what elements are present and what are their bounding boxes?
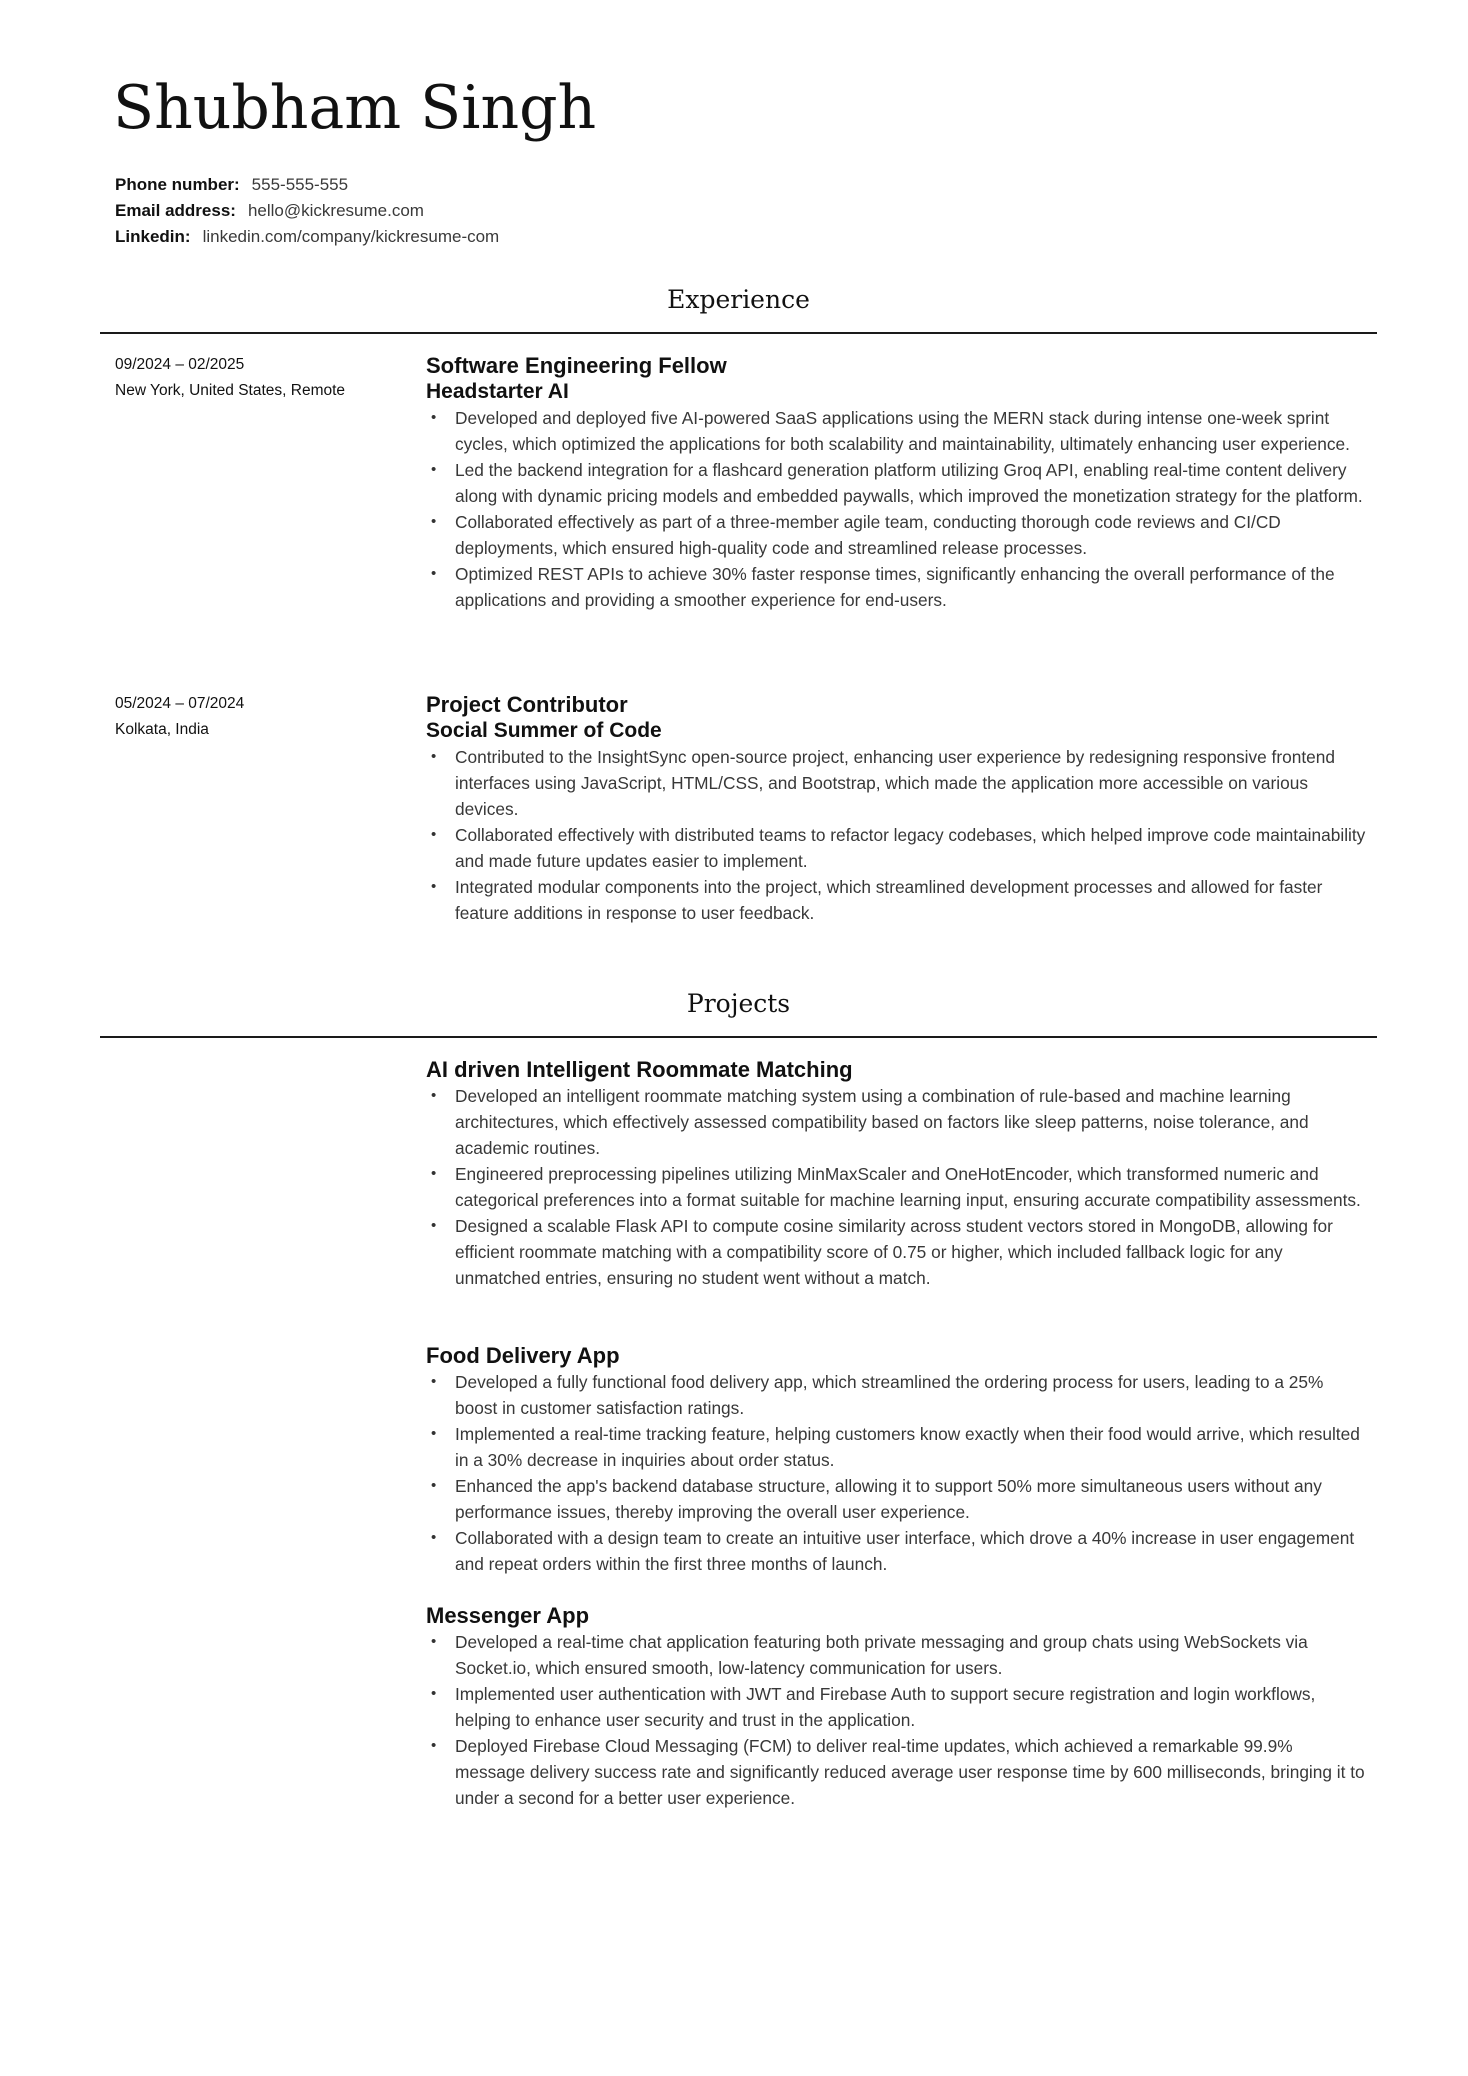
entry-dates: 09/2024 – 02/2025 bbox=[115, 356, 245, 373]
contact-info bbox=[115, 172, 499, 250]
contact-label: Phone number: bbox=[115, 175, 240, 194]
bullet-list bbox=[426, 1629, 1366, 1811]
bullet-item: • Enhanced the app's backend database structure, allowing it to support 50% more simultaneous users without any performance issues, thereby improving the overall user experience. bbox=[426, 1473, 1366, 1525]
contact-linkedin bbox=[115, 224, 499, 250]
bullet-item: • Developed a fully functional food delivery app, which streamlined the ordering process for users, leading to a 25% boost in customer satisfaction ratings. bbox=[426, 1369, 1366, 1421]
candidate-name: Shubham Singh bbox=[113, 73, 597, 143]
bullet-list bbox=[426, 744, 1366, 926]
project-title: Messenger App bbox=[426, 1603, 590, 1628]
linkedin-value: linkedin.com/company/kickresume-com bbox=[202, 227, 500, 246]
company-name: Headstarter AI bbox=[426, 380, 569, 403]
entry-dates: 05/2024 – 07/2024 bbox=[115, 695, 245, 712]
bullet-item: • Designed a scalable Flask API to compute cosine similarity across student vectors stored in MongoDB, allowing for efficient roommate matching with a compatibility score of 0.75 or higher, which included fallback logic for any unmatched entries, ensuring no student went without a match. bbox=[426, 1213, 1366, 1291]
bullet-item: • Developed and deployed five AI-powered SaaS applications using the MERN stack during intense one-week sprint cycles, which optimized the applications for both scalability and maintainability, ultimately enhancing user experience. bbox=[426, 405, 1366, 457]
company-name: Social Summer of Code bbox=[426, 719, 662, 742]
section-divider bbox=[100, 332, 1377, 334]
bullet-item: • Integrated modular components into the project, which streamlined development processes and allowed for faster feature additions in response to user feedback. bbox=[426, 874, 1366, 926]
entry-body bbox=[426, 691, 1366, 926]
bullet-item: • Collaborated with a design team to create an intuitive user interface, which drove a 40% increase in user engagement and repeat orders within the first three months of launch. bbox=[426, 1525, 1366, 1577]
entry-body bbox=[426, 352, 1366, 613]
contact-label: Linkedin: bbox=[115, 227, 191, 246]
entry-body bbox=[426, 1602, 1366, 1811]
bullet-item: • Developed an intelligent roommate matching system using a combination of rule-based and machine learning architectures, which effectively assessed compatibility based on factors like sleep patterns, noise tolerance, and academic routines. bbox=[426, 1083, 1366, 1161]
bullet-item: • Implemented user authentication with JWT and Firebase Auth to support secure registration and login workflows, helping to enhance user security and trust in the application. bbox=[426, 1681, 1366, 1733]
bullet-item: • Collaborated effectively as part of a three-member agile team, conducting thorough code reviews and CI/CD deployments, which ensured high-quality code and streamlined release processes. bbox=[426, 509, 1366, 561]
entry-body bbox=[426, 1056, 1366, 1291]
bullet-item: • Deployed Firebase Cloud Messaging (FCM) to deliver real-time updates, which achieved a remarkable 99.9% message delivery success rate and significantly reduced average user response time by 600 milliseconds, bringing it to under a second for a better user experience. bbox=[426, 1733, 1366, 1811]
section-heading-projects: Projects bbox=[686, 989, 791, 1018]
bullet-item: • Developed a real-time chat application featuring both private messaging and group chats using WebSockets via Socket.io, which ensured smooth, low-latency communication for users. bbox=[426, 1629, 1366, 1681]
contact-email bbox=[115, 198, 499, 224]
job-title: Software Engineering Fellow bbox=[426, 353, 727, 378]
bullet-item: • Optimized REST APIs to achieve 30% faster response times, significantly enhancing the overall performance of the applications and providing a smoother experience for end-users. bbox=[426, 561, 1366, 613]
entry-location: New York, United States, Remote bbox=[115, 382, 346, 399]
bullet-item: • Collaborated effectively with distributed teams to refactor legacy codebases, which helped improve code maintainability and made future updates easier to implement. bbox=[426, 822, 1366, 874]
project-title: Food Delivery App bbox=[426, 1343, 620, 1368]
bullet-list bbox=[426, 1083, 1366, 1291]
phone-value: 555-555-555 bbox=[251, 175, 349, 194]
entry-body bbox=[426, 1342, 1366, 1577]
entry-meta bbox=[115, 691, 244, 743]
entry-location: Kolkata, India bbox=[115, 721, 209, 738]
bullet-list bbox=[426, 1369, 1366, 1577]
contact-phone bbox=[115, 172, 499, 198]
contact-label: Email address: bbox=[115, 201, 236, 220]
email-value: hello@kickresume.com bbox=[247, 201, 424, 220]
bullet-item: • Implemented a real-time tracking feature, helping customers know exactly when their food would arrive, which resulted in a 30% decrease in inquiries about order status. bbox=[426, 1421, 1366, 1473]
project-title: AI driven Intelligent Roommate Matching bbox=[426, 1057, 853, 1082]
bullet-item: • Led the backend integration for a flashcard generation platform utilizing Groq API, enabling real-time content delivery along with dynamic pricing models and embedded paywalls, which improved the monetization strategy for the platform. bbox=[426, 457, 1366, 509]
job-title: Project Contributor bbox=[426, 692, 628, 717]
bullet-list bbox=[426, 405, 1366, 613]
bullet-item: • Engineered preprocessing pipelines utilizing MinMaxScaler and OneHotEncoder, which transformed numeric and categorical preferences into a format suitable for machine learning input, ensuring accurate compatibility assessments. bbox=[426, 1161, 1366, 1213]
entry-meta bbox=[115, 352, 345, 404]
section-heading-experience: Experience bbox=[667, 285, 810, 314]
bullet-item: • Contributed to the InsightSync open-source project, enhancing user experience by redesigning responsive frontend interfaces using JavaScript, HTML/CSS, and Bootstrap, which made the application more accessible on various devices. bbox=[426, 744, 1366, 822]
section-divider bbox=[100, 1036, 1377, 1038]
